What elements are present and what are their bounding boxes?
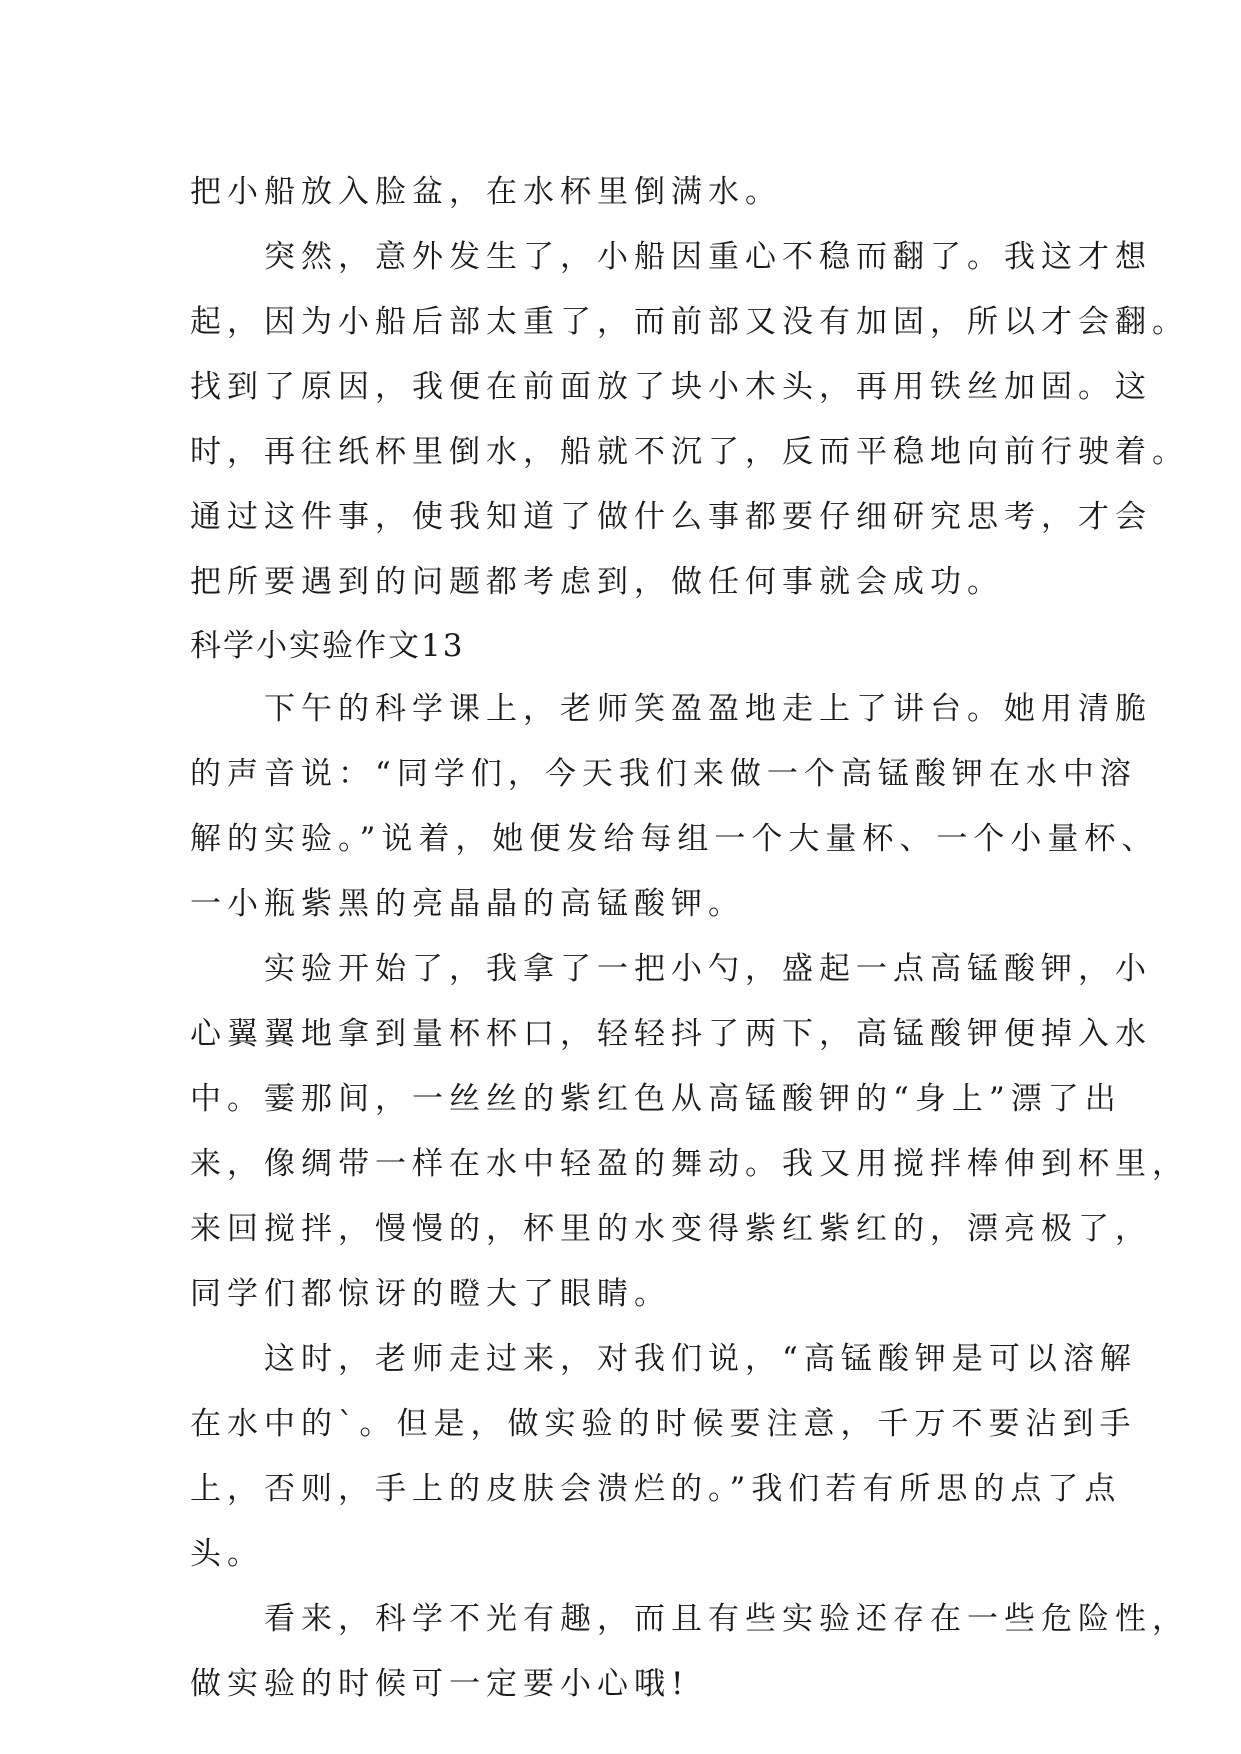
text-line: 通过这件事，使我知道了做什么事都要仔细研究思考，才会 [190, 499, 1152, 535]
text-line: 头。 [190, 1536, 264, 1572]
text-line: 把所要遇到的问题都考虑到，做任何事就会成功。 [190, 564, 1004, 600]
text-line: 中。霎那间，一丝丝的紫红色从高锰酸钾的“身上”漂了出 [190, 1081, 1122, 1117]
text-line: 做实验的时候可一定要小心哦! [190, 1666, 690, 1702]
text-line: 来回搅拌，慢慢的，杯里的水变得紫红紫红的，漂亮极了， [190, 1211, 1152, 1247]
text-line: 在水中的`。但是，做实验的时候要注意，千万不要沾到手 [190, 1406, 1137, 1442]
text-line: 的声音说：“同学们，今天我们来做一个高锰酸钾在水中溶 [190, 756, 1137, 792]
text-line: 上，否则，手上的皮肤会溃烂的。”我们若有所思的点了点 [190, 1471, 1122, 1507]
text-line: 突然，意外发生了，小船因重心不稳而翻了。我这才想 [190, 239, 1152, 275]
text-line: 时，再往纸杯里倒水，船就不沉了，反而平稳地向前行驶着。 [190, 434, 1189, 470]
text-line: 看来，科学不光有趣，而且有些实验还存在一些危险性， [190, 1601, 1189, 1637]
text-line: 心翼翼地拿到量杯杯口，轻轻抖了两下，高锰酸钾便掉入水 [190, 1016, 1152, 1052]
text-line: 同学们都惊讶的瞪大了眼睛。 [190, 1276, 671, 1312]
text-line: 一小瓶紫黑的亮晶晶的高锰酸钾。 [190, 886, 745, 922]
text-line: 这时，老师走过来，对我们说，“高锰酸钾是可以溶解 [190, 1341, 1137, 1377]
text-line: 起，因为小船后部太重了，而前部又没有加固，所以才会翻。 [190, 304, 1189, 340]
text-line: 来，像绸带一样在水中轻盈的舞动。我又用搅拌棒伸到杯里， [190, 1146, 1189, 1182]
essay-text [190, 160, 1189, 1717]
text-line: 实验开始了，我拿了一把小勺，盛起一点高锰酸钾，小 [190, 951, 1152, 987]
section-heading: 科学小实验作文13 [190, 628, 465, 664]
text-line: 下午的科学课上，老师笑盈盈地走上了讲台。她用清脆 [190, 691, 1152, 727]
text-line: 解的实验。”说着，她便发给每组一个大量杯、一个小量杯、 [190, 821, 1159, 857]
text-line: 把小船放入脸盆，在水杯里倒满水。 [190, 174, 782, 210]
text-line: 找到了原因，我便在前面放了块小木头，再用铁丝加固。这 [190, 369, 1152, 405]
